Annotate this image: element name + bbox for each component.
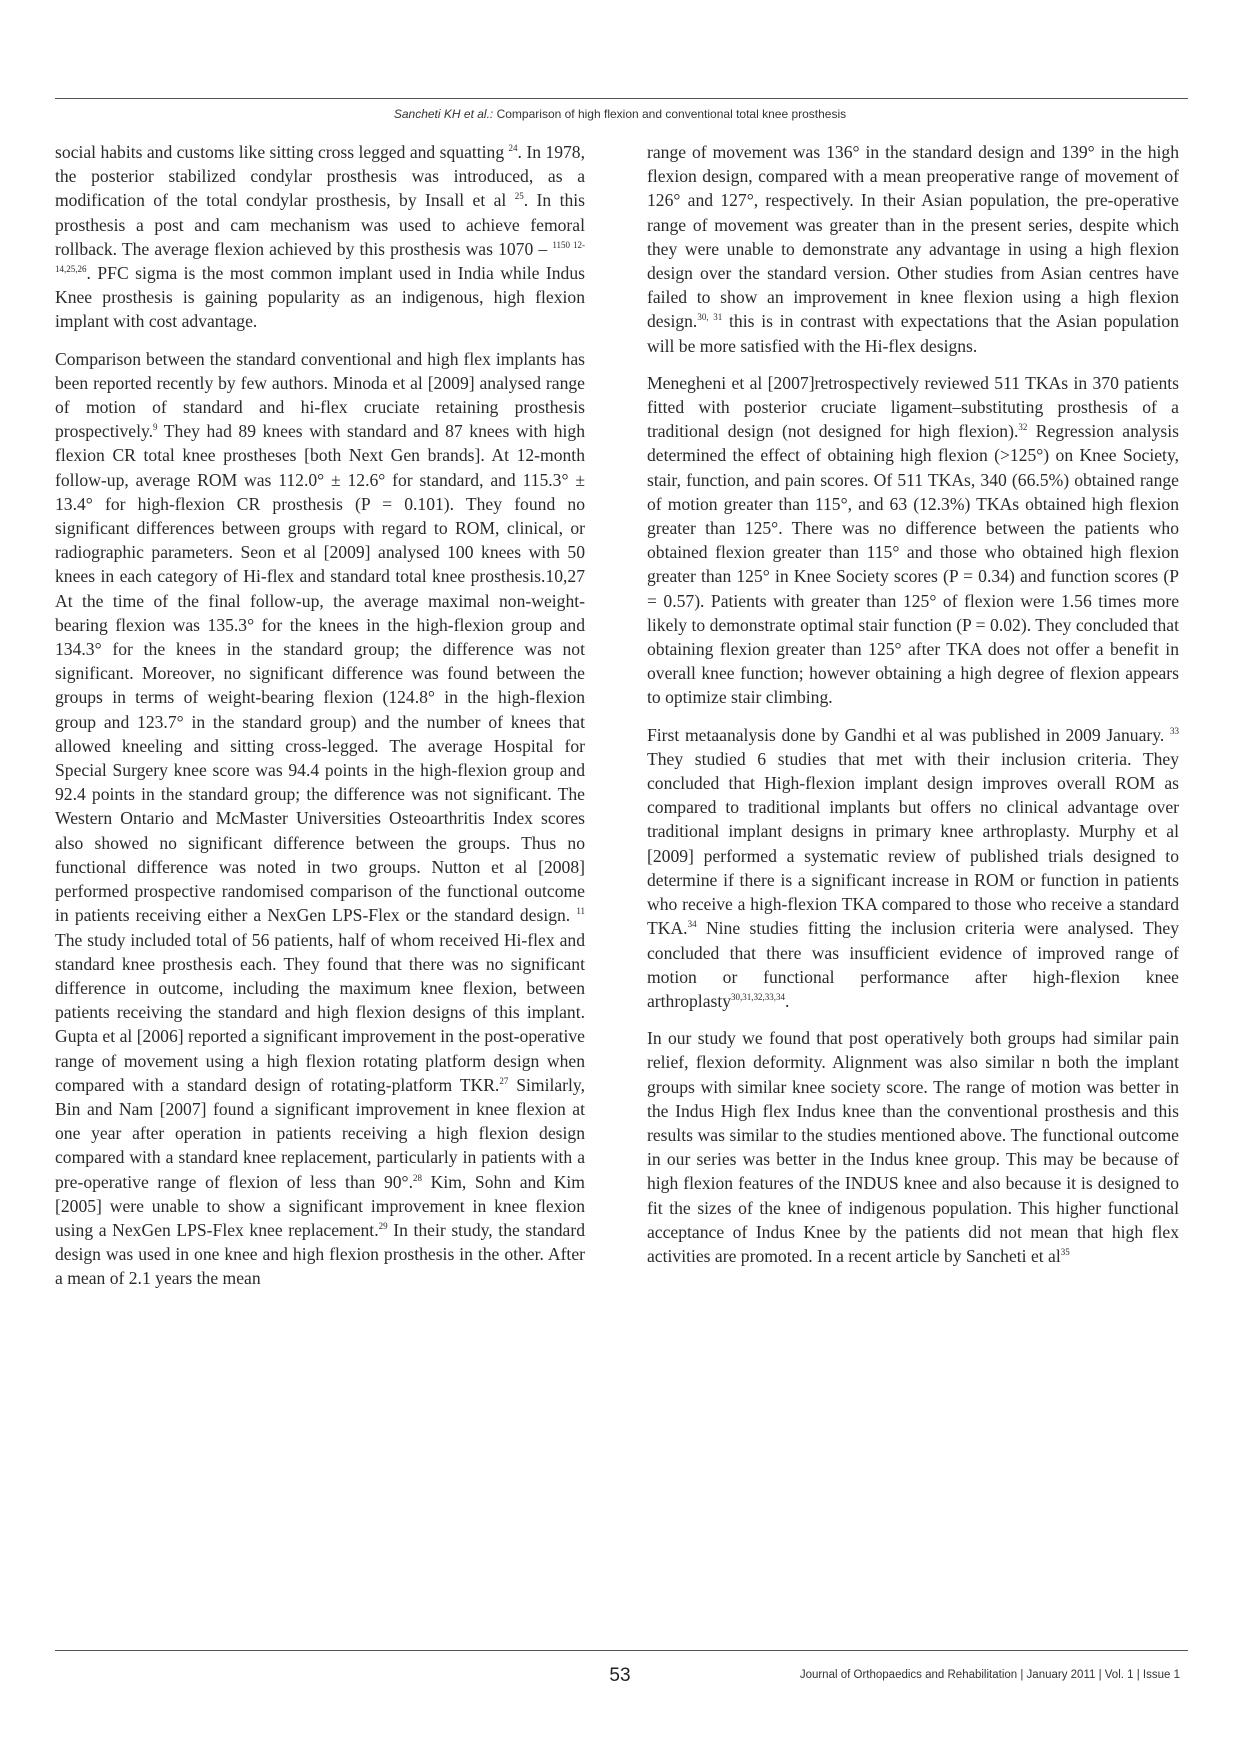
running-head [0,107,1240,121]
running-head-title: Comparison of high flexion and conventional total knee prosthesis [496,107,847,121]
right-column [647,140,1179,1281]
running-head-authors: Sancheti KH et al.: [393,107,494,121]
footer-rule [55,1650,1188,1651]
paragraph: Menegheni et al [2007]retrospectively reviewed 511 TKAs in 370 patients fitted with posterior cruciate ligament–substituting prosthesis of a traditional design (not designed for high flexion).$^{32}$ Regression analysis determined the effect of obtaining high flexion (>125°) on Knee Society, stair, function, and pain scores. Of 511 TKAs, 340 (66.5%) obtained range of motion greater than 115°, and 63 (12.3%) TKAs obtained high flexion greater than 125°. There was no difference between the patients who obtained flexion greater than 115° and those who obtained high flexion greater than 125° in Knee Society scores (P = 0.34) and function scores (P = 0.57). Patients with greater than 125° of flexion were 1.56 times more likely to demonstrate optimal stair function (P = 0.02). They concluded that obtaining flexion greater than 125° after TKA does not offer a benefit in overall knee function; however obtaining a high degree of flexion appears to optimize stair climbing. [647,372,1179,708]
page-number: 53 [609,1665,631,1686]
paragraph: social habits and customs like sitting cross legged and squatting $^{24}$. In 1978, the posterior stabilized condylar prosthesis was introduced, as a modification of the total condylar prosthesis, by Insall et al $^{25}$. In this prosthesis a post and cam mechanism was used to achieve femoral rollback. The average flexion achieved by this prosthesis was 1070 – $^{1150 12-14,25,26}$. PFC sigma is the most common implant used in India while Indus Knee prosthesis is gaining popularity as an indigenous, high flexion implant with cost advantage. [55,142,585,332]
header-rule [55,98,1188,99]
paragraph: Comparison between the standard conventional and high flex implants has been reported recently by few authors. Minoda et al [2009] analysed range of motion of standard and hi-flex cruciate retaining prosthesis prospectively.$^9$ They had 89 knees with standard and 87 knees with high flexion CR total knee prostheses [both Next Gen brands]. At 12-month follow-up, average ROM was 112.0° ± 12.6° for standard, and 115.3° ± 13.4° for high-flexion CR prosthesis (P = 0.101). They found no significant differences between groups with regard to ROM, clinical, or radiographic parameters. Seon et al [2009] analysed 100 knees with 50 knees in each category of Hi-flex and standard total knee prosthesis.10,27 At the time of the final follow-up, the average maximal non-weight-bearing flexion was 135.3° for the knees in the high-flexion group and 134.3° for the knees in the standard group; the difference was not significant. Moreover, no significant difference was found between the groups in terms of weight-bearing flexion (124.8° in the high-flexion group and 123.7° in the standard group) and the number of knees that allowed kneeling and sitting cross-legged. The average Hospital for Special Surgery knee score was 94.4 points in the high-flexion group and 92.4 points in the standard group; the difference was not significant. The Western Ontario and McMaster Universities Osteoarthritis Index scores also showed no significant difference between the groups. Thus no functional difference was noted in two groups. Nutton et al [2008] performed prospective randomised comparison of the functional outcome in patients receiving either a NexGen LPS-Flex or the standard design. $^{11}$ The study included total of 56 patients, half of whom received Hi-flex and standard knee prosthesis each. They found that there was no significant difference in outcome, including the maximum knee flexion, between patients receiving the standard and high flexion designs of this implant. Gupta et al [2006] reported a significant improvement in the post-operative range of movement using a high flexion rotating platform design when compared with a standard design of rotating-platform TKR.$^{27}$ Similarly, Bin and Nam [2007] found a significant improvement in knee flexion at one year after operation in patients receiving a high flexion design compared with a standard knee replacement, particularly in patients with a pre-operative range of flexion of less than 90°.$^{28}$ Kim, Sohn and Kim [2005] were unable to show a significant improvement in knee flexion using a NexGen LPS-Flex knee replacement.$^{29}$ In their study, the standard design was used in one knee and high flexion prosthesis in the other. After a mean of 2.1 years the mean [55,348,585,1289]
paragraph: In our study we found that post operatively both groups had similar pain relief, flexion deformity. Alignment was also similar n both the implant groups with similar knee society score. The range of motion was better in the Indus High flex Indus knee than the conventional prosthesis and this results was similar to the studies mentioned above. The functional outcome in our series was better in the Indus knee group. This may be because of high flexion features of the INDUS knee and also because it is designed to fit the sizes of the knee of indigenous population. This higher functional acceptance of Indus Knee by the patients did not mean that high flex activities are promoted. In a recent article by Sancheti et $al^{35}$ [647,1028,1179,1266]
journal-footer: Journal of Orthopaedics and Rehabilitation | January 2011 | Vol. 1 | Issue 1 [799,1669,1180,1681]
paragraph: First metaanalysis done by Gandhi et al was published in 2009 January. $^{33}$ They studied 6 studies that met with their inclusion criteria. They concluded that High-flexion implant design improves overall ROM as compared to traditional implants but offers no clinical advantage over traditional implant designs in primary knee arthroplasty. Murphy et al [2009] performed a systematic review of published trials designed to determine if there is a significant increase in ROM or function in patients who receive a high-flexion TKA compared to those who receive a standard TKA.$^{34}$ Nine studies fitting the inclusion criteria were analysed. They concluded that there was insufficient evidence of improved range of motion or functional performance after high-flexion knee arthroplasty$^{30,31,32,33,34}$. [647,724,1179,1011]
left-column [55,140,585,1304]
paragraph: range of movement was 136° in the standard design and 139° in the high flexion design, compared with a mean preoperative range of movement of 126° and 127°, respectively. In their Asian population, the pre-operative range of movement was greater than in the present series, despite which they were unable to demonstrate any advantage in using a high flexion design over the standard version. Other studies from Asian centres have failed to show an improvement in knee flexion using a high flexion design.$^{30, 31}$ this is in contrast with expectations that the Asian population will be more satisfied with the Hi-flex designs. [647,142,1180,356]
